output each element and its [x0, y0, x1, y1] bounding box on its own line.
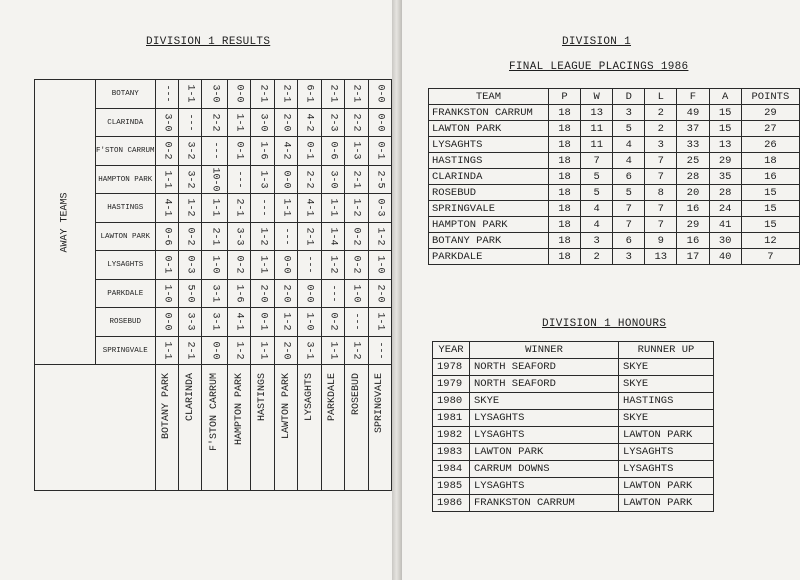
score-cell: 3-2: [178, 165, 201, 194]
score-cell: 1-1: [368, 308, 391, 337]
placings-row: CLARINDA 18 5 6 7 28 35 16: [429, 169, 800, 185]
book-spine: [392, 0, 402, 580]
placings-row: BOTANY PARK 18 3 6 9 16 30 12: [429, 233, 800, 249]
score-cell: 0-6: [155, 222, 178, 251]
score-cell: 2-1: [228, 194, 251, 223]
away-team-name: ROSEBUD: [96, 308, 156, 337]
score-cell: 1-0: [155, 279, 178, 308]
score-cell: 2-3: [321, 108, 344, 137]
score-cell: 1-0: [345, 279, 368, 308]
score-cell: 0-2: [178, 222, 201, 251]
home-team-name: LAWTON PARK: [274, 365, 297, 491]
home-team-name: PARKDALE: [321, 365, 344, 491]
placings-row: PARKDALE 18 2 3 13 17 40 7: [429, 249, 800, 265]
score-cell: 1-2: [178, 194, 201, 223]
score-cell: ---: [178, 108, 201, 137]
placings-row: SPRINGVALE 18 4 7 7 16 24 15: [429, 201, 800, 217]
score-cell: 1-1: [321, 194, 344, 223]
score-cell: 1-1: [155, 165, 178, 194]
honours-row: 1980 SKYE HASTINGS: [433, 393, 714, 410]
placings-row: LYSAGHTS 18 11 4 3 33 13 26: [429, 137, 800, 153]
score-cell: 1-3: [251, 165, 274, 194]
league-placings-table: [428, 88, 800, 265]
honours-row: 1979 NORTH SEAFORD SKYE: [433, 376, 714, 393]
away-team-name: PARKDALE: [96, 279, 156, 308]
score-cell: ---: [368, 336, 391, 365]
score-cell: 0-1: [368, 137, 391, 166]
score-cell: 0-2: [345, 251, 368, 280]
score-cell: 3-1: [202, 308, 228, 337]
score-cell: 2-5: [368, 165, 391, 194]
away-row: [35, 80, 392, 109]
score-cell: 1-1: [321, 336, 344, 365]
honours-row: 1978 NORTH SEAFORD SKYE: [433, 359, 714, 376]
score-cell: 2-0: [274, 336, 297, 365]
honours-header-row: [433, 342, 714, 359]
away-team-name: SPRINGVALE: [96, 336, 156, 365]
away-team-name: CLARINDA: [96, 108, 156, 137]
score-cell: 3-0: [155, 108, 178, 137]
results-grid: [34, 79, 392, 491]
score-cell: 4-1: [298, 194, 321, 223]
placings-row: LAWTON PARK 18 11 5 2 37 15 27: [429, 121, 800, 137]
score-cell: 1-1: [155, 336, 178, 365]
score-cell: 3-0: [251, 108, 274, 137]
honours-row: 1981 LYSAGHTS SKYE: [433, 410, 714, 427]
honours-col-runner-up: RUNNER UP: [619, 342, 714, 359]
score-cell: 2-1: [178, 336, 201, 365]
score-cell: 2-0: [251, 279, 274, 308]
score-cell: 3-3: [228, 222, 251, 251]
score-cell: 0-0: [155, 308, 178, 337]
score-cell: 0-0: [228, 80, 251, 109]
score-cell: ---: [345, 308, 368, 337]
score-cell: 4-2: [274, 137, 297, 166]
score-cell: ---: [274, 222, 297, 251]
score-cell: 3-1: [202, 279, 228, 308]
score-cell: 3-1: [298, 336, 321, 365]
score-cell: 5-0: [178, 279, 201, 308]
home-team-name: LYSAGHTS: [298, 365, 321, 491]
score-cell: 1-1: [178, 80, 201, 109]
score-cell: 1-2: [228, 336, 251, 365]
placings-division: DIVISION 1: [562, 36, 632, 48]
placings-row: HASTINGS 18 7 4 7 25 29 18: [429, 153, 800, 169]
score-cell: 2-1: [202, 222, 228, 251]
placings-col-f: F: [677, 89, 709, 105]
away-teams-label: AWAY TEAMS: [59, 191, 71, 253]
score-cell: 2-0: [274, 108, 297, 137]
score-cell: 1-0: [368, 251, 391, 280]
score-cell: 0-2: [321, 308, 344, 337]
score-cell: 1-1: [202, 194, 228, 223]
score-cell: 3-3: [178, 308, 201, 337]
score-cell: 0-2: [228, 251, 251, 280]
score-cell: 6-1: [298, 80, 321, 109]
score-cell: 1-1: [274, 194, 297, 223]
score-cell: 1-2: [345, 194, 368, 223]
score-cell: 0-1: [228, 137, 251, 166]
home-team-name: HASTINGS: [251, 365, 274, 491]
placings-col-d: D: [613, 89, 645, 105]
honours-title: DIVISION 1 HONOURS: [542, 318, 667, 330]
score-cell: 0-2: [155, 137, 178, 166]
score-cell: 2-2: [345, 108, 368, 137]
score-cell: 0-0: [298, 279, 321, 308]
score-cell: 2-1: [274, 80, 297, 109]
score-cell: 4-1: [228, 308, 251, 337]
score-cell: 4-2: [298, 108, 321, 137]
placings-title: FINAL LEAGUE PLACINGS 1986: [509, 61, 689, 73]
score-cell: 1-1: [251, 336, 274, 365]
away-team-name: LAWTON PARK: [96, 222, 156, 251]
placings-col-w: W: [581, 89, 613, 105]
home-teams-row: [35, 365, 392, 491]
home-team-name: SPRINGVALE: [368, 365, 391, 491]
home-team-name: CLARINDA: [178, 365, 201, 491]
score-cell: 2-1: [345, 80, 368, 109]
score-cell: 2-0: [368, 279, 391, 308]
honours-col-winner: WINNER: [470, 342, 619, 359]
score-cell: 2-1: [251, 80, 274, 109]
score-cell: 1-2: [274, 308, 297, 337]
score-cell: ---: [321, 279, 344, 308]
score-cell: 1-4: [321, 222, 344, 251]
score-cell: 0-2: [345, 222, 368, 251]
honours-row: 1986 FRANKSTON CARRUM LAWTON PARK: [433, 495, 714, 512]
score-cell: 0-3: [368, 194, 391, 223]
score-cell: ---: [202, 137, 228, 166]
score-cell: 1-2: [321, 251, 344, 280]
score-cell: 0-0: [368, 80, 391, 109]
score-cell: 1-0: [202, 251, 228, 280]
score-cell: 2-0: [274, 279, 297, 308]
home-team-name: ROSEBUD: [345, 365, 368, 491]
score-cell: ---: [155, 80, 178, 109]
score-cell: 1-2: [345, 336, 368, 365]
home-team-name: BOTANY PARK: [155, 365, 178, 491]
score-cell: 10-0: [202, 165, 228, 194]
score-cell: 1-2: [368, 222, 391, 251]
score-cell: 0-0: [368, 108, 391, 137]
score-cell: 0-1: [251, 308, 274, 337]
score-cell: ---: [251, 194, 274, 223]
honours-row: 1984 CARRUM DOWNS LYSAGHTS: [433, 461, 714, 478]
score-cell: 2-1: [321, 80, 344, 109]
score-cell: 1-1: [228, 108, 251, 137]
away-team-name: BOTANY: [96, 80, 156, 109]
score-cell: 2-2: [202, 108, 228, 137]
home-team-name: HAMPTON PARK: [228, 365, 251, 491]
placings-row: FRANKSTON CARRUM 18 13 3 2 49 15 29: [429, 105, 800, 121]
placings-col-a: A: [709, 89, 741, 105]
score-cell: 1-2: [251, 222, 274, 251]
score-cell: 0-6: [321, 137, 344, 166]
score-cell: 1-3: [345, 137, 368, 166]
honours-row: 1983 LAWTON PARK LYSAGHTS: [433, 444, 714, 461]
score-cell: 0-3: [178, 251, 201, 280]
placings-header-row: [429, 89, 800, 105]
placings-col-l: L: [645, 89, 677, 105]
score-cell: 3-0: [321, 165, 344, 194]
placings-row: HAMPTON PARK 18 4 7 7 29 41 15: [429, 217, 800, 233]
score-cell: 0-1: [155, 251, 178, 280]
away-team-name: F'STON CARRUM: [96, 137, 156, 166]
honours-col-year: YEAR: [433, 342, 470, 359]
away-team-name: HAMPTON PARK: [96, 165, 156, 194]
score-cell: 3-0: [202, 80, 228, 109]
score-cell: 0-0: [202, 336, 228, 365]
honours-row: 1982 LYSAGHTS LAWTON PARK: [433, 427, 714, 444]
score-cell: 1-6: [228, 279, 251, 308]
score-cell: 0-1: [298, 137, 321, 166]
score-cell: 2-1: [298, 222, 321, 251]
score-cell: 3-2: [178, 137, 201, 166]
score-cell: ---: [298, 251, 321, 280]
away-team-name: HASTINGS: [96, 194, 156, 223]
placings-col-points: POINTS: [741, 89, 799, 105]
score-cell: 2-1: [345, 165, 368, 194]
score-cell: 2-2: [298, 165, 321, 194]
honours-row: 1985 LYSAGHTS LAWTON PARK: [433, 478, 714, 495]
home-team-name: F'STON CARRUM: [202, 365, 228, 491]
score-cell: 1-0: [298, 308, 321, 337]
placings-col-p: P: [548, 89, 580, 105]
placings-col-team: TEAM: [429, 89, 549, 105]
score-cell: 1-1: [251, 251, 274, 280]
results-title: DIVISION 1 RESULTS: [146, 36, 271, 48]
score-cell: 4-1: [155, 194, 178, 223]
score-cell: 0-0: [274, 251, 297, 280]
score-cell: 0-0: [274, 165, 297, 194]
left-page: [0, 0, 392, 580]
score-cell: ---: [228, 165, 251, 194]
placings-row: ROSEBUD 18 5 5 8 20 28 15: [429, 185, 800, 201]
away-team-name: LYSAGHTS: [96, 251, 156, 280]
score-cell: 1-6: [251, 137, 274, 166]
honours-table: [432, 341, 714, 512]
